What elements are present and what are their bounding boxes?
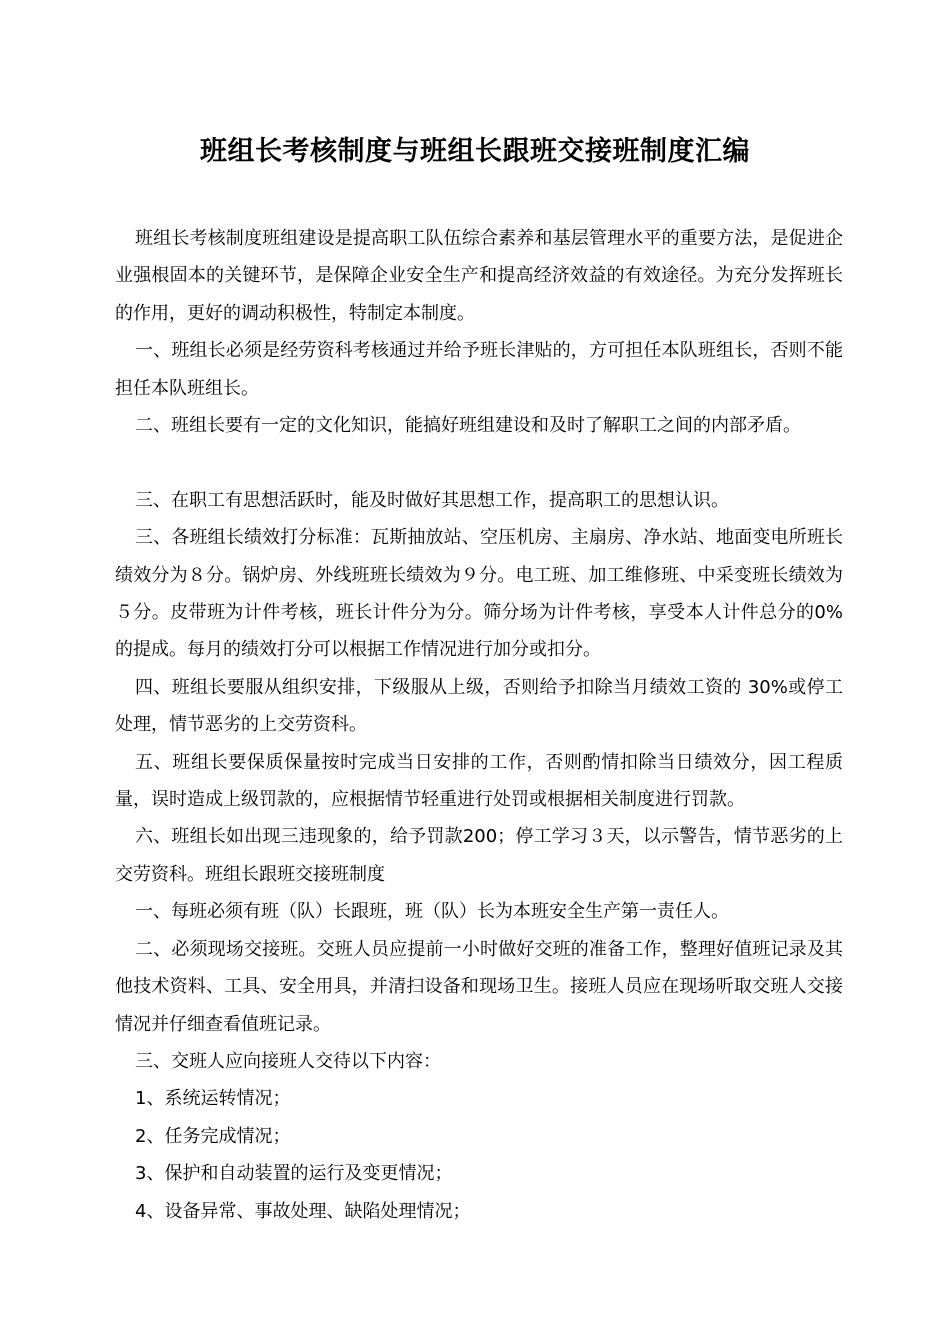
paragraph-rule-3b: 三、各班组长绩效打分标准：瓦斯抽放站、空压机房、主扇房、净水站、地面变电所班长绩效分为８分。锅炉房、外线班班长绩效为９分。电工班、加工维修班、中采变班长绩效为５分。皮带班为计件考核，班长计件分为分。筛分场为计件考核，享受本人计件总分的0%的提成。每月的绩效打分可以根据工作情况进行加分或扣分。: [115, 527, 843, 661]
paragraph-rule-5: 五、班组长要保质保量按时完成当日安排的工作，否则酌情扣除当日绩效分，因工程质量，误时造成上级罚款的，应根据情节轻重进行处罚或根据相关制度进行罚款。: [115, 751, 843, 811]
paragraph-rule-2: 二、班组长要有一定的文化知识，能搞好班组建设和及时了解职工之间的内部矛盾。: [135, 415, 801, 437]
paragraph-rule-1: 一、班组长必须是经劳资科考核通过并给予班长津贴的，方可担任本队班组长，否则不能担任本队班组长。: [115, 340, 843, 399]
list-item-1: 1、系统运转情况；: [135, 1088, 291, 1110]
paragraph-shift-2: 二、必须现场交接班。交班人员应提前一小时做好交班的准备工作，整理好值班记录及其他技术资料、工具、安全用具，并清扫设备和现场卫生。接班人员应在现场听取交班人交接情况并仔细查看值班记录。: [115, 938, 843, 1035]
paragraph-rule-4: 四、班组长要服从组织安排，下级服从上级，否则给予扣除当月绩效工资的 30%或停工处理，情节恶劣的上交劳资科。: [115, 676, 843, 736]
paragraph-rule-3a: 三、在职工有思想活跃时，能及时做好其思想工作，提高职工的思想认识。: [135, 489, 729, 511]
document-title: 班组长考核制度与班组长跟班交接班制度汇编: [200, 136, 750, 167]
paragraph-shift-3: 三、交班人应向接班人交待以下内容：: [135, 1050, 441, 1072]
list-item-2: 2、任务完成情况；: [135, 1125, 291, 1147]
paragraph-rule-6: 六、班组长如出现三违现象的，给予罚款200；停工学习３天，以示警告，情节恶劣的上交劳资科。班组长跟班交接班制度: [115, 826, 843, 885]
list-item-3: 3、保护和自动装置的运行及变更情况；: [135, 1163, 453, 1185]
paragraph-intro: 班组长考核制度班组建设是提高职工队伍综合素养和基层管理水平的重要方法，是促进企业强根固本的关键环节，是保障企业安全生产和提高经济效益的有效途径。为充分发挥班长的作用，更好的调动积极性，特制定本制度。: [115, 228, 843, 324]
paragraph-shift-1: 一、每班必须有班（队）长跟班，班（队）长为本班安全生产第一责任人。: [135, 901, 729, 923]
paragraph-spacer: [115, 444, 843, 481]
document-body: [115, 220, 843, 1230]
list-item-4: 4、设备异常、事故处理、缺陷处理情况；: [135, 1200, 471, 1222]
